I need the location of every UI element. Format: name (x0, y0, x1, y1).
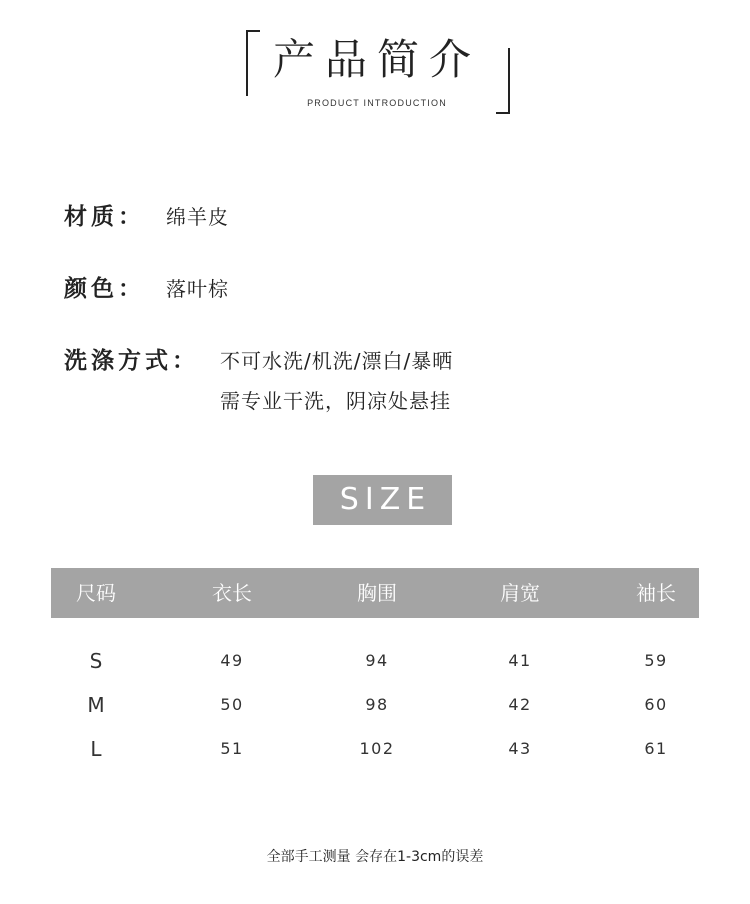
table-cell-size: L (90, 737, 102, 761)
table-cell-length: 49 (220, 651, 244, 670)
table-cell-length: 50 (220, 695, 244, 714)
table-cell-size: S (89, 649, 103, 673)
page-title: 产品简介 (272, 35, 481, 84)
column-header-length: 衣长 (212, 581, 252, 605)
page-subtitle: PRODUCT INTRODUCTION (307, 98, 447, 108)
table-cell-chest: 94 (365, 651, 389, 670)
size-section-badge: SIZE (313, 475, 452, 525)
size-table-header (51, 568, 699, 618)
wash-instruction-line-1: 不可水洗/机洗/漂白/暴晒 (220, 349, 454, 373)
material-value: 绵羊皮 (166, 205, 229, 229)
table-cell-shoulder: 43 (508, 739, 532, 758)
material-label: 材质： (64, 204, 145, 230)
table-cell-chest: 102 (359, 739, 395, 758)
column-header-size: 尺码 (76, 581, 116, 605)
wash-label: 洗涤方式： (64, 348, 199, 374)
column-header-sleeve: 袖长 (636, 581, 676, 605)
table-cell-shoulder: 41 (508, 651, 532, 670)
table-cell-sleeve: 61 (644, 739, 668, 758)
table-cell-shoulder: 42 (508, 695, 532, 714)
table-cell-sleeve: 60 (644, 695, 668, 714)
color-label: 颜色： (64, 276, 145, 302)
wash-instruction-line-2: 需专业干洗，阴凉处悬挂 (220, 389, 451, 413)
measurement-footnote: 全部手工测量 会存在1-3cm的误差 (266, 849, 484, 865)
table-cell-sleeve: 59 (644, 651, 668, 670)
table-cell-chest: 98 (365, 695, 389, 714)
table-cell-size: M (87, 693, 105, 717)
table-cell-length: 51 (220, 739, 244, 758)
title-bracket-top-left (246, 30, 260, 96)
column-header-chest: 胸围 (357, 581, 397, 605)
color-value: 落叶棕 (166, 277, 229, 301)
title-bracket-bottom-right (496, 48, 510, 114)
column-header-shoulder: 肩宽 (500, 581, 540, 605)
